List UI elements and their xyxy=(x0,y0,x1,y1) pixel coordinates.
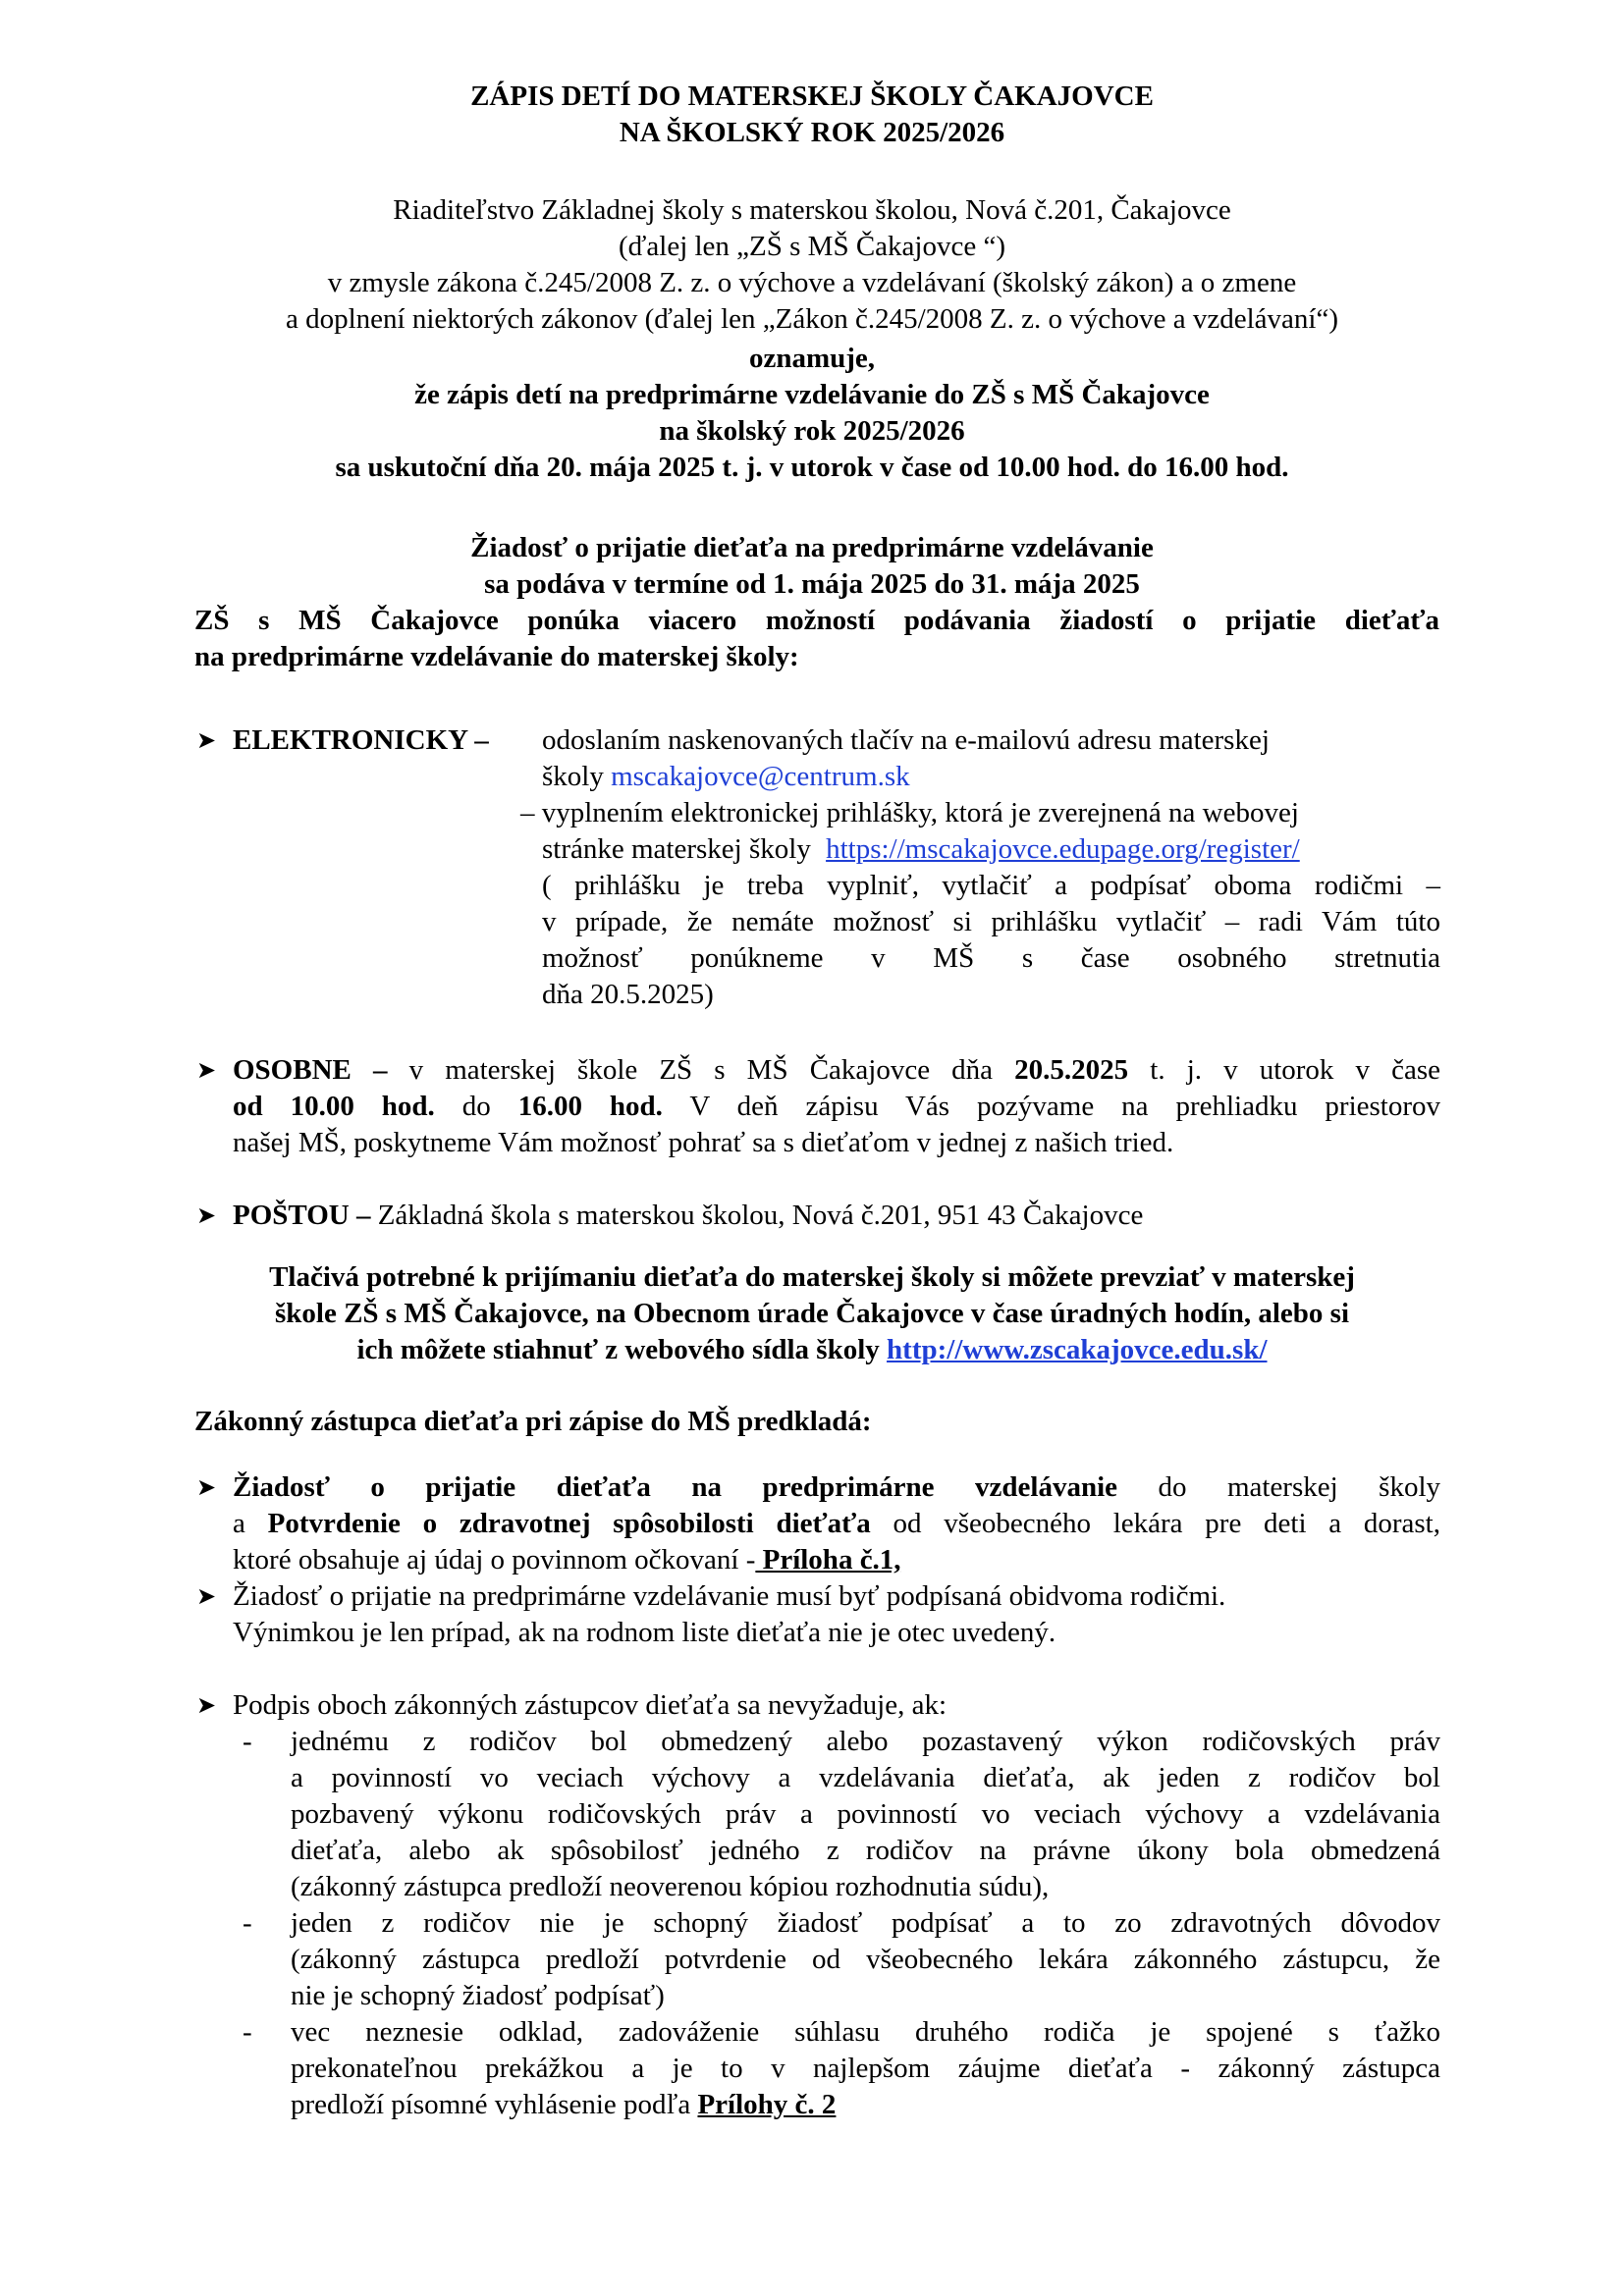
requirement-bold: Žiadosť o prijatie dieťaťa na predprimárne vzdelávanie xyxy=(233,1471,1117,1503)
option-text-part: V deň zápisu Vás pozývame na prehliadku priestorov xyxy=(689,1091,1441,1122)
school-website-link[interactable]: http://www.zscakajovce.edu.sk/ xyxy=(887,1334,1268,1365)
dash-bullet: - xyxy=(243,2016,252,2048)
announcement-line: sa uskutoční dňa 20. mája 2025 t. j. v utorok v čase od 10.00 hod. do 16.00 hod. xyxy=(335,452,1289,483)
option-text: ( prihlášku je treba vyplniť, vytlačiť a podpísať oboma rodičmi – xyxy=(542,870,1440,901)
option-time-to: 16.00 hod. xyxy=(517,1091,663,1122)
option-text: dňa 20.5.2025) xyxy=(542,979,714,1010)
option-text: v prípade, že nemáte možnosť si prihlášku vytlačiť – radi Vám túto xyxy=(542,906,1440,937)
arrow-bullet-icon: ➤ xyxy=(196,1473,217,1501)
announcement-line: oznamuje, xyxy=(748,343,876,374)
requirement-text: Výnimkou je len prípad, ak na rodnom liste dieťaťa nie je otec uvedený. xyxy=(233,1617,1056,1648)
announcement-line: (ďalej len „ZŠ s MŠ Čakajovce “) xyxy=(618,231,1006,262)
attachment-1-link[interactable]: Príloha č.1, xyxy=(755,1544,901,1575)
email-link[interactable]: mscakajovce@centrum.sk xyxy=(611,761,910,792)
requirement-text: do materskej školy xyxy=(1158,1471,1440,1503)
option-line xyxy=(233,1089,1440,1124)
application-intro: na predprimárne vzdelávanie do materskej školy: xyxy=(194,641,799,672)
requirement-text: od všeobecného lekára pre deti a dorast, xyxy=(893,1508,1440,1539)
requirement-text: Žiadosť o prijatie na predprimárne vzdelávanie musí byť podpísaná obidvoma rodičmi. xyxy=(233,1580,1226,1612)
announcement-line: a doplnení niektorých zákonov (ďalej len „Zákon č.245/2008 Z. z. o výchove a vzdelávaní“) xyxy=(285,303,1339,335)
application-heading: Žiadosť o prijatie dieťaťa na predprimárne vzdelávanie xyxy=(470,532,1154,563)
option-text: možnosť ponúkneme v MŠ s čase osobného stretnutia xyxy=(542,942,1440,974)
option-text-part: Základná škola s materskou školou, Nová č.201, 951 43 Čakajovce xyxy=(377,1200,1144,1231)
arrow-bullet-icon: ➤ xyxy=(196,1582,217,1610)
option-text-part: t. j. v utorok v čase xyxy=(1150,1054,1441,1086)
option-text: odoslaním naskenovaných tlačív na e-mailovú adresu materskej xyxy=(542,724,1270,756)
option-text-part: do xyxy=(461,1091,491,1122)
application-intro: ZŠ s MŠ Čakajovce ponúka viacero možností podávania žiadostí o prijatie dieťaťa xyxy=(194,605,1439,636)
requirement-text: ktoré obsahuje aj údaj o povinnom očkovaní - xyxy=(233,1544,756,1575)
exception-text: (zákonný zástupca predloží neoverenou kópiou rozhodnutia súdu), xyxy=(291,1871,1050,1902)
arrow-bullet-icon: ➤ xyxy=(196,1691,217,1719)
option-date: 20.5.2025 xyxy=(1014,1054,1129,1086)
exception-text-part: predloží písomné vyhlásenie podľa xyxy=(291,2089,691,2120)
register-link[interactable]: https://mscakajovce.edupage.org/register/ xyxy=(826,833,1300,865)
arrow-bullet-icon: ➤ xyxy=(196,1056,217,1084)
option-text-part: stránke materskej školy xyxy=(542,833,811,865)
application-heading: sa podáva v termíne od 1. mája 2025 do 31. mája 2025 xyxy=(484,568,1140,600)
requirement-line xyxy=(233,1469,1440,1505)
option-line xyxy=(233,1198,1143,1233)
page-subtitle: NA ŠKOLSKÝ ROK 2025/2026 xyxy=(619,117,1005,148)
forms-text-part: ich môžete stiahnuť z webového sídla školy xyxy=(356,1334,880,1365)
requirement-line xyxy=(233,1542,901,1577)
announcement-line: že zápis detí na predprimárne vzdelávanie do ZŠ s MŠ Čakajovce xyxy=(414,379,1210,410)
option-label-post: POŠTOU – xyxy=(233,1200,371,1231)
exception-text: jeden z rodičov nie je schopný žiadosť podpísať a to zo zdravotných dôvodov xyxy=(291,1907,1440,1939)
option-text-part: školy xyxy=(542,761,604,792)
option-text xyxy=(542,831,1300,867)
announcement-line: v zmysle zákona č.245/2008 Z. z. o výchove a vzdelávaní (školský zákon) a o zmene xyxy=(327,267,1297,298)
announcement-line: Riaditeľstvo Základnej školy s materskou školou, Nová č.201, Čakajovce xyxy=(393,194,1231,226)
arrow-bullet-icon: ➤ xyxy=(196,726,217,754)
dash-bullet: - xyxy=(243,1907,252,1939)
forms-text: Tlačivá potrebné k prijímaniu dieťaťa do materskej školy si môžete prevziať v materskej xyxy=(269,1261,1355,1293)
requirement-line xyxy=(233,1506,1440,1541)
exception-text: dieťaťa, alebo ak spôsobilosť jedného z rodičov na právne úkony bola obmedzená xyxy=(291,1835,1440,1866)
exception-text: (zákonný zástupca predloží potvrdenie od všeobecného lekára zákonného zástupcu, že xyxy=(291,1944,1440,1975)
forms-text xyxy=(0,1332,1624,1367)
option-time-from: od 10.00 hod. xyxy=(233,1091,435,1122)
attachment-2-link[interactable]: Prílohy č. 2 xyxy=(697,2089,837,2120)
dash-bullet: - xyxy=(243,1726,252,1757)
option-text xyxy=(542,759,910,794)
exception-text: vec neznesie odklad, zadováženie súhlasu druhého rodiča je spojené s ťažko xyxy=(291,2016,1440,2048)
representative-heading: Zákonný zástupca dieťaťa pri zápise do MŠ predkladá: xyxy=(194,1406,872,1437)
exception-text: prekonateľnou prekážkou a je to v najlepšom záujme dieťaťa - zákonný zástupca xyxy=(291,2053,1440,2084)
option-line xyxy=(233,1052,1440,1088)
requirement-text: Podpis oboch zákonných zástupcov dieťaťa sa nevyžaduje, ak: xyxy=(233,1689,947,1721)
exception-text xyxy=(291,2087,836,2122)
option-label-electronic: ELEKTRONICKY – xyxy=(233,724,489,756)
requirement-bold: Potvrdenie o zdravotnej spôsobilosti dieťaťa xyxy=(267,1508,871,1539)
announcement-line: na školský rok 2025/2026 xyxy=(659,415,965,447)
requirement-text: a xyxy=(233,1508,245,1539)
option-label-in-person: OSOBNE – xyxy=(233,1054,388,1086)
arrow-bullet-icon: ➤ xyxy=(196,1201,217,1229)
exception-text: jednému z rodičov bol obmedzený alebo pozastavený výkon rodičovských práv xyxy=(291,1726,1440,1757)
forms-text: škole ZŠ s MŠ Čakajovce, na Obecnom úrade Čakajovce v čase úradných hodín, alebo si xyxy=(274,1298,1349,1329)
exception-text: pozbavený výkonu rodičovských práv a povinností vo veciach výchovy a vzdelávania xyxy=(291,1798,1440,1830)
exception-text: nie je schopný žiadosť podpísať) xyxy=(291,1980,665,2011)
option-text-part: v materskej škole ZŠ s MŠ Čakajovce dňa xyxy=(408,1054,994,1086)
option-text: – vyplnením elektronickej prihlášky, ktorá je zverejnená na webovej xyxy=(520,797,1299,828)
option-text: našej MŠ, poskytneme Vám možnosť pohrať sa s dieťaťom v jednej z našich tried. xyxy=(233,1127,1174,1158)
exception-text: a povinností vo veciach výchovy a vzdelávania dieťaťa, ak jeden z rodičov bol xyxy=(291,1762,1440,1793)
page-title: ZÁPIS DETÍ DO MATERSKEJ ŠKOLY ČAKAJOVCE xyxy=(470,80,1154,112)
